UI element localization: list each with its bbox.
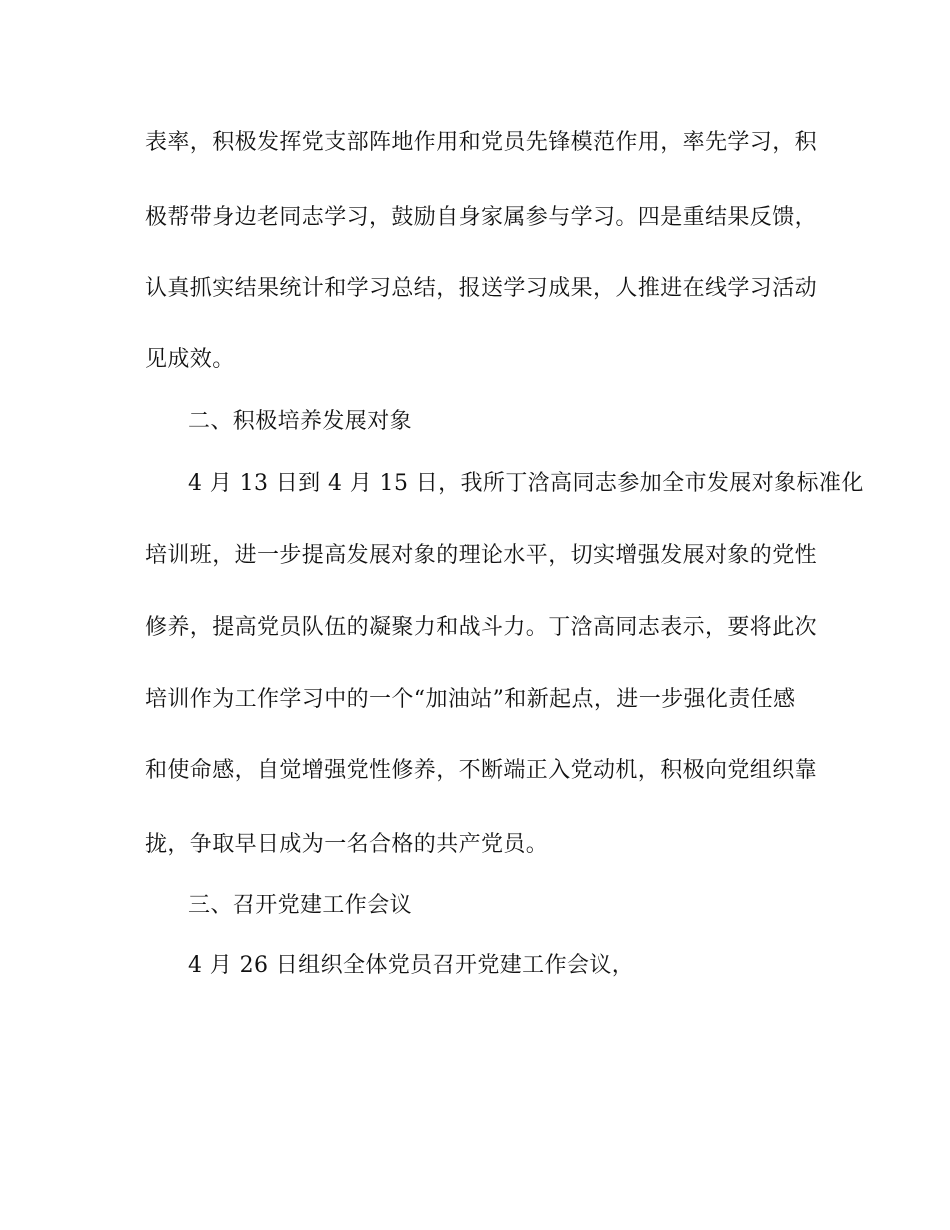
paragraph-line: 认真抓实结果统计和学习总结，报送学习成果，人推进在线学习活动	[145, 276, 818, 301]
paragraph-line: 4 月 26 日组织全体党员召开党建工作会议，	[188, 953, 635, 978]
paragraph-line: 4 月 13 日到 4 月 15 日，我所丁浛高同志参加全市发展对象标准化	[188, 471, 864, 496]
paragraph-line: 和使命感，自觉增强党性修养，不断端正入党动机，积极向党组织靠	[145, 758, 818, 783]
paragraph-line: 见成效。	[145, 347, 235, 372]
section-heading: 三、召开党建工作会议	[188, 893, 413, 918]
paragraph-line: 表率，积极发挥党支部阵地作用和党员先锋模范作用，率先学习，积	[145, 130, 818, 155]
paragraph-line: 拢，争取早日成为一名合格的共产党员。	[145, 832, 549, 857]
paragraph-line: 极帮带身边老同志学习，鼓励自身家属参与学习。四是重结果反馈，	[145, 205, 818, 230]
section-heading: 二、积极培养发展对象	[188, 409, 413, 434]
paragraph-line: 修养，提高党员队伍的凝聚力和战斗力。丁浛高同志表示，要将此次	[145, 615, 818, 640]
paragraph-line: 培训班，进一步提高发展对象的理论水平，切实增强发展对象的党性	[145, 543, 818, 568]
paragraph-line: 培训作为工作学习中的一个“加油站”和新起点，进一步强化责任感	[145, 687, 796, 712]
